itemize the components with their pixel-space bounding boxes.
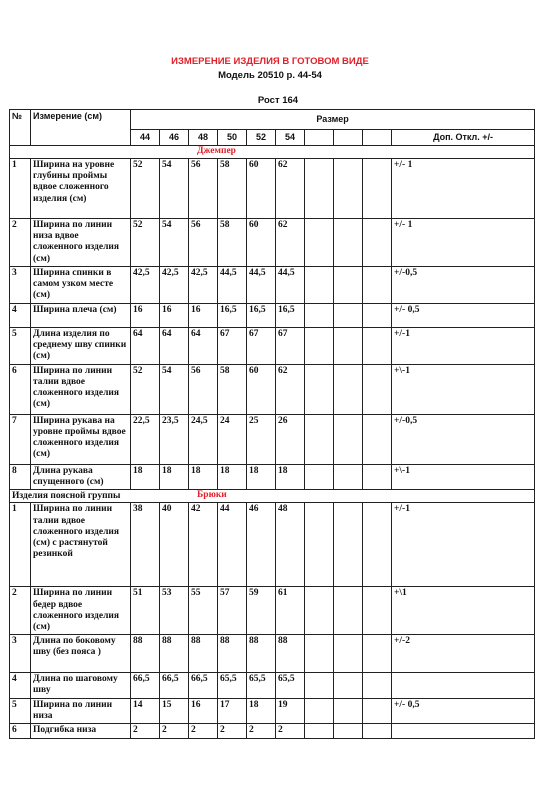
size-value: 40 [160, 503, 189, 587]
size-value: 52 [131, 219, 160, 267]
table-row [10, 503, 535, 587]
size-value: 65,5 [247, 673, 276, 698]
empty-cell [363, 503, 392, 587]
tolerance-value: +/-1 [392, 327, 535, 364]
table-row [10, 303, 535, 327]
size-header-54: 54 [276, 130, 305, 146]
table-row [10, 464, 535, 489]
size-value: 88 [131, 635, 160, 673]
size-value: 44,5 [276, 266, 305, 303]
empty-cell [363, 635, 392, 673]
measurement-name: Ширина рукава на уровне проймы вдвое сложенного изделия (см) [31, 414, 131, 464]
empty-cell [305, 364, 334, 414]
empty-cell [363, 414, 392, 464]
col-tolerance-header: Доп. Откл. +/- [392, 130, 535, 146]
measurement-name: Длина изделия по среднему шву спинки (см) [31, 327, 131, 364]
measurement-name: Ширина по линии талии вдвое сложенного изделия (см) [31, 364, 131, 414]
row-number: 8 [10, 464, 31, 489]
size-value: 44,5 [218, 266, 247, 303]
section-cell [10, 146, 535, 159]
size-value: 26 [276, 414, 305, 464]
size-value: 88 [189, 635, 218, 673]
empty-cell [363, 364, 392, 414]
empty-cell [305, 327, 334, 364]
tolerance-value: +/-0,5 [392, 266, 535, 303]
size-value: 18 [276, 464, 305, 489]
empty-cell [305, 414, 334, 464]
empty-cell [334, 303, 363, 327]
size-value: 52 [131, 364, 160, 414]
measurement-name: Ширина на уровне глубины проймы вдвое сложенного изделия (см) [31, 159, 131, 219]
empty-cell [363, 587, 392, 635]
size-value: 44 [218, 503, 247, 587]
table-row [10, 698, 535, 723]
measurement-name: Подгибка низа [31, 724, 131, 739]
size-value: 66,5 [131, 673, 160, 698]
empty-cell [334, 464, 363, 489]
empty-cell [363, 724, 392, 739]
empty-cell [334, 673, 363, 698]
size-value: 61 [276, 587, 305, 635]
empty-cell [334, 414, 363, 464]
size-value: 16,5 [276, 303, 305, 327]
row-number: 2 [10, 219, 31, 267]
size-value: 16 [131, 303, 160, 327]
size-value: 64 [131, 327, 160, 364]
section-row-2 [10, 490, 535, 503]
size-value: 62 [276, 159, 305, 219]
empty-cell [305, 266, 334, 303]
table-row [10, 635, 535, 673]
size-value: 25 [247, 414, 276, 464]
row-number: 6 [10, 724, 31, 739]
empty-cell [334, 503, 363, 587]
size-value: 18 [160, 464, 189, 489]
table-row [10, 673, 535, 698]
empty-cell [363, 303, 392, 327]
size-value: 18 [218, 464, 247, 489]
size-value: 18 [189, 464, 218, 489]
empty-cell [305, 587, 334, 635]
row-number: 3 [10, 635, 31, 673]
size-value: 14 [131, 698, 160, 723]
size-value: 48 [276, 503, 305, 587]
size-value: 16,5 [218, 303, 247, 327]
size-value: 58 [218, 364, 247, 414]
row-number: 1 [10, 503, 31, 587]
section-product-name: Джемпер [197, 146, 236, 156]
row-number: 5 [10, 698, 31, 723]
size-header-44: 44 [131, 130, 160, 146]
row-number: 4 [10, 303, 31, 327]
empty-cell [305, 219, 334, 267]
size-value: 55 [189, 587, 218, 635]
size-value: 66,5 [160, 673, 189, 698]
tolerance-value: +\-1 [392, 464, 535, 489]
col-measure-header: Измерение (см) [31, 110, 131, 146]
empty-cell [363, 130, 392, 146]
empty-cell [334, 587, 363, 635]
tolerance-value [392, 724, 535, 739]
size-value: 58 [218, 159, 247, 219]
size-value: 60 [247, 219, 276, 267]
empty-cell [305, 673, 334, 698]
table-row [10, 587, 535, 635]
size-value: 16 [189, 698, 218, 723]
height-label: Рост 164 [257, 95, 299, 106]
tolerance-value: +/-2 [392, 635, 535, 673]
size-value: 64 [160, 327, 189, 364]
tolerance-value: +/- 0,5 [392, 698, 535, 723]
size-value: 23,5 [160, 414, 189, 464]
tolerance-value: +/- 1 [392, 159, 535, 219]
section-row-1 [10, 146, 535, 159]
size-value: 42 [189, 503, 218, 587]
size-value: 65,5 [218, 673, 247, 698]
size-value: 59 [247, 587, 276, 635]
size-value: 88 [218, 635, 247, 673]
row-number: 5 [10, 327, 31, 364]
empty-cell [334, 159, 363, 219]
table-row [10, 724, 535, 739]
empty-cell [363, 673, 392, 698]
measurement-name: Ширина по линии бедер вдвое сложенного изделия (см) [31, 587, 131, 635]
size-value: 57 [218, 587, 247, 635]
size-value: 19 [276, 698, 305, 723]
col-size-header: Размер [131, 110, 535, 130]
size-value: 42,5 [189, 266, 218, 303]
empty-cell [334, 724, 363, 739]
empty-cell [305, 698, 334, 723]
tolerance-value [392, 673, 535, 698]
size-value: 58 [218, 219, 247, 267]
empty-cell [334, 698, 363, 723]
header-row [10, 110, 535, 130]
size-value: 88 [160, 635, 189, 673]
size-value: 24 [218, 414, 247, 464]
size-value: 64 [189, 327, 218, 364]
size-value: 67 [218, 327, 247, 364]
section-cell [10, 490, 535, 503]
table-row [10, 219, 535, 267]
size-value: 88 [276, 635, 305, 673]
tolerance-value: +/-0,5 [392, 414, 535, 464]
row-number: 3 [10, 266, 31, 303]
empty-cell [363, 219, 392, 267]
size-value: 2 [131, 724, 160, 739]
section-product-name: Брюки [197, 490, 227, 501]
empty-cell [363, 159, 392, 219]
measurement-table [9, 109, 535, 739]
size-value: 15 [160, 698, 189, 723]
table-row [10, 159, 535, 219]
size-value: 62 [276, 364, 305, 414]
empty-cell [305, 503, 334, 587]
size-value: 60 [247, 364, 276, 414]
table-row [10, 327, 535, 364]
size-value: 60 [247, 159, 276, 219]
size-value: 56 [189, 364, 218, 414]
empty-cell [334, 327, 363, 364]
size-value: 56 [189, 159, 218, 219]
empty-cell [334, 219, 363, 267]
table-row [10, 266, 535, 303]
size-value: 22,5 [131, 414, 160, 464]
size-value: 2 [247, 724, 276, 739]
tolerance-value: +/- 1 [392, 219, 535, 267]
tolerance-value: +\1 [392, 587, 535, 635]
tolerance-value: +/-1 [392, 503, 535, 587]
row-number: 4 [10, 673, 31, 698]
size-value: 53 [160, 587, 189, 635]
size-value: 16 [189, 303, 218, 327]
tolerance-value: +\-1 [392, 364, 535, 414]
size-value: 2 [160, 724, 189, 739]
measurement-name: Ширина плеча (см) [31, 303, 131, 327]
measurement-name: Ширина по линии талии вдвое сложенного изделия (см) с растянутой резинкой [31, 503, 131, 587]
model-label: Модель 20510 р. 44-54 [218, 70, 322, 81]
size-value: 51 [131, 587, 160, 635]
empty-cell [305, 635, 334, 673]
measurement-name: Длина по боковому шву (без пояса ) [31, 635, 131, 673]
size-value: 42,5 [160, 266, 189, 303]
table-row [10, 364, 535, 414]
row-number: 7 [10, 414, 31, 464]
empty-cell [363, 464, 392, 489]
size-header-52: 52 [247, 130, 276, 146]
empty-cell [305, 303, 334, 327]
size-header-46: 46 [160, 130, 189, 146]
measurement-name: Длина по шаговому шву [31, 673, 131, 698]
empty-cell [334, 266, 363, 303]
size-value: 44,5 [247, 266, 276, 303]
size-value: 18 [131, 464, 160, 489]
size-value: 67 [247, 327, 276, 364]
row-number: 6 [10, 364, 31, 414]
row-number: 2 [10, 587, 31, 635]
empty-cell [363, 698, 392, 723]
empty-cell [334, 130, 363, 146]
size-value: 16,5 [247, 303, 276, 327]
empty-cell [305, 464, 334, 489]
measurement-name: Ширина по линии низа [31, 698, 131, 723]
size-value: 2 [276, 724, 305, 739]
col-no-header: № [10, 110, 31, 146]
size-value: 54 [160, 219, 189, 267]
size-value: 62 [276, 219, 305, 267]
size-value: 18 [247, 698, 276, 723]
size-value: 42,5 [131, 266, 160, 303]
empty-cell [305, 724, 334, 739]
size-value: 52 [131, 159, 160, 219]
measurement-name: Ширина спинки в самом узком месте (см) [31, 266, 131, 303]
size-header-48: 48 [189, 130, 218, 146]
size-value: 54 [160, 159, 189, 219]
size-value: 88 [247, 635, 276, 673]
size-value: 67 [276, 327, 305, 364]
table-row [10, 414, 535, 464]
empty-cell [305, 159, 334, 219]
size-value: 38 [131, 503, 160, 587]
document-title: ИЗМЕРЕНИЕ ИЗДЕЛИЯ В ГОТОВОМ ВИДЕ [171, 56, 369, 67]
empty-cell [305, 130, 334, 146]
size-value: 66,5 [189, 673, 218, 698]
size-value: 56 [189, 219, 218, 267]
section-label: Изделия поясной группы [12, 491, 121, 502]
size-value: 16 [160, 303, 189, 327]
empty-cell [334, 635, 363, 673]
measurement-name: Длина рукава спущенного (см) [31, 464, 131, 489]
size-value: 17 [218, 698, 247, 723]
tolerance-value: +/- 0,5 [392, 303, 535, 327]
row-number: 1 [10, 159, 31, 219]
size-value: 24,5 [189, 414, 218, 464]
size-value: 54 [160, 364, 189, 414]
empty-cell [363, 266, 392, 303]
size-header-50: 50 [218, 130, 247, 146]
measurement-name: Ширина по линии низа вдвое сложенного изделия (см) [31, 219, 131, 267]
size-value: 2 [189, 724, 218, 739]
empty-cell [334, 364, 363, 414]
size-value: 46 [247, 503, 276, 587]
size-value: 65,5 [276, 673, 305, 698]
size-value: 2 [218, 724, 247, 739]
size-value: 18 [247, 464, 276, 489]
empty-cell [363, 327, 392, 364]
